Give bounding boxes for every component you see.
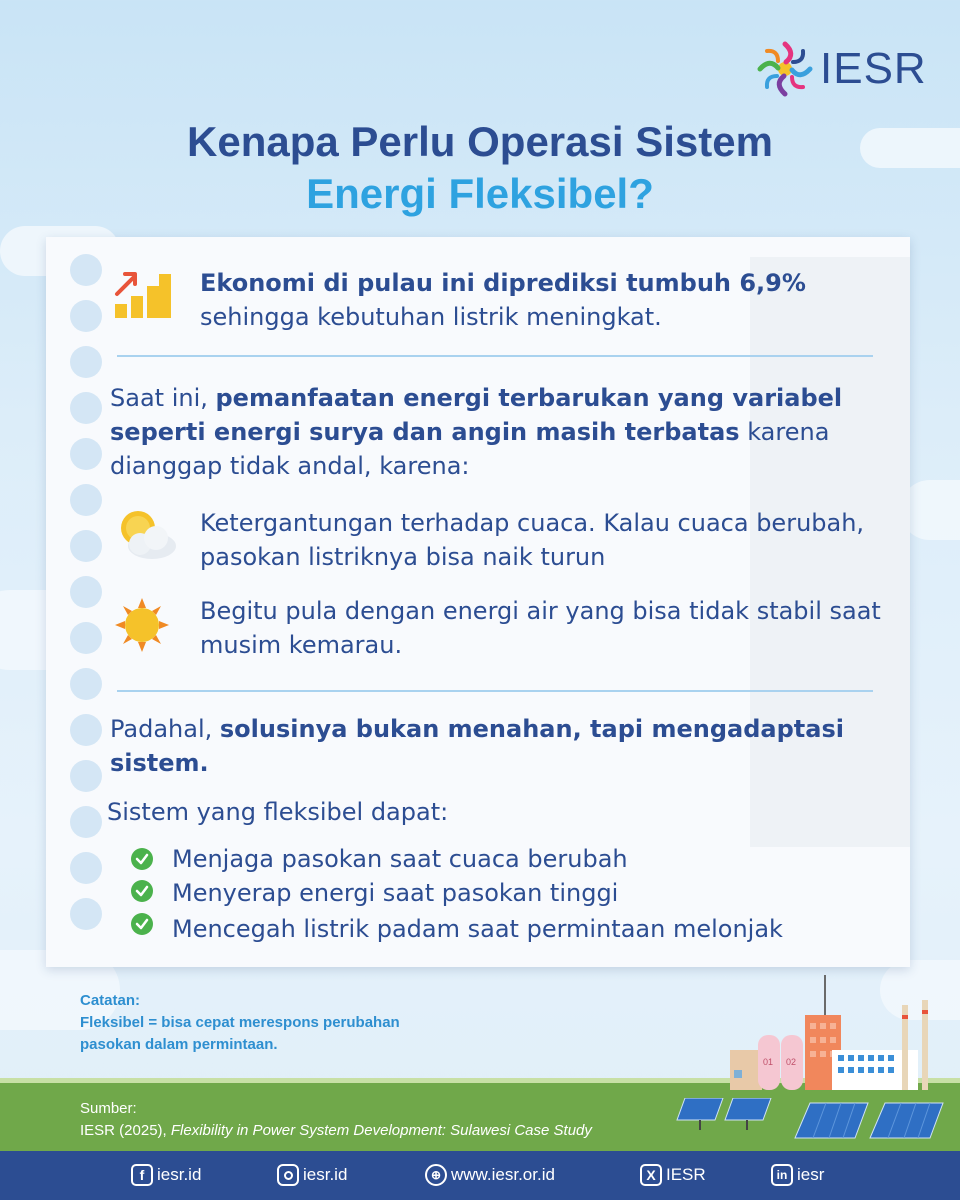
reason-weather-line-1: Ketergantungan terhadap cuaca. Kalau cuaca berubah, <box>200 509 865 537</box>
source-title: Flexibility in Power System Development: Sulawesi Case Study <box>170 1122 592 1139</box>
notebook-hole <box>70 852 102 884</box>
page-title <box>0 116 960 220</box>
growth-chart-icon <box>113 268 173 320</box>
iesr-logo-mark-icon <box>756 40 814 98</box>
notebook-hole <box>70 760 102 792</box>
notebook-hole <box>70 576 102 608</box>
source-prefix: IESR (2025), <box>80 1122 171 1139</box>
notebook-hole <box>70 484 102 516</box>
note-label: Catatan: <box>80 992 141 1009</box>
solution-prefix: Padahal, <box>110 715 220 743</box>
intro-bold-2: seperti energi surya dan angin masih terbatas <box>110 418 740 446</box>
intro-prefix: Saat ini, <box>110 384 216 412</box>
growth-detail: sehingga kebutuhan listrik meningkat. <box>200 303 662 331</box>
growth-bold: Ekonomi di pulau ini diprediksi tumbuh 6,9% <box>200 269 806 297</box>
instagram-link[interactable] <box>277 1164 347 1186</box>
check-icon <box>131 913 153 935</box>
title-line-1: Kenapa Perlu Operasi Sistem <box>187 118 773 165</box>
solar-panels-illustration <box>675 1098 960 1143</box>
notebook-hole <box>70 668 102 700</box>
solution-bold-1: solusinya bukan menahan, tapi mengadaptasi <box>219 715 844 743</box>
divider <box>117 355 873 357</box>
iesr-logo <box>756 38 931 100</box>
notebook-hole <box>70 622 102 654</box>
tank-label-01: 01 <box>763 1057 774 1067</box>
solution-statement <box>110 712 880 780</box>
facebook-handle: iesr.id <box>157 1165 202 1184</box>
intro-bold-1: pemanfaatan energi terbarukan yang variabel <box>215 384 843 412</box>
facebook-icon: f <box>131 1164 153 1186</box>
reason-hydro-line-1: Begitu pula dengan energi air yang bisa tidak stabil saat <box>200 597 881 625</box>
benefit-item: Mencegah listrik padam saat permintaan melonjak <box>172 915 783 943</box>
x-icon: X <box>640 1164 662 1186</box>
source-label: Sumber: <box>80 1100 137 1117</box>
logo-text: IESR <box>820 44 927 93</box>
solution-bold-2: sistem. <box>110 749 209 777</box>
reason-weather-line-2: pasokan listriknya bisa naik turun <box>200 543 606 571</box>
notebook-hole <box>70 346 102 378</box>
title-line-2: Energi Fleksibel? <box>306 170 654 217</box>
tank-label-02: 02 <box>786 1057 797 1067</box>
reason-weather <box>200 506 900 574</box>
linkedin-link[interactable] <box>771 1164 824 1186</box>
instagram-icon <box>277 1164 299 1186</box>
notebook-hole <box>70 300 102 332</box>
notebook-hole <box>70 392 102 424</box>
source-citation <box>80 1120 592 1142</box>
benefit-item: Menyerap energi saat pasokan tinggi <box>172 879 619 907</box>
x-link[interactable] <box>640 1164 706 1186</box>
facebook-link[interactable] <box>131 1164 201 1186</box>
notebook-hole <box>70 714 102 746</box>
instagram-handle: iesr.id <box>303 1165 348 1184</box>
source <box>80 1098 592 1142</box>
notebook-hole <box>70 438 102 470</box>
benefit-item: Menjaga pasokan saat cuaca berubah <box>172 845 628 873</box>
growth-text <box>200 266 880 334</box>
x-handle: IESR <box>666 1165 706 1184</box>
power-plant-illustration <box>720 975 940 1090</box>
website-url: www.iesr.or.id <box>451 1165 555 1184</box>
check-icon <box>131 848 153 870</box>
sun-icon <box>115 598 169 652</box>
notebook-hole <box>70 254 102 286</box>
renewables-intro <box>110 381 880 483</box>
intro-suffix: karena <box>739 418 830 446</box>
reason-hydro <box>200 594 910 662</box>
note-line-2: pasokan dalam permintaan. <box>80 1036 278 1053</box>
check-icon <box>131 880 153 902</box>
divider <box>117 690 873 692</box>
note-line-1: Fleksibel = bisa cepat merespons perubahan <box>80 1014 400 1031</box>
benefits-lead: Sistem yang fleksibel dapat: <box>107 798 449 826</box>
reason-hydro-line-2: musim kemarau. <box>200 631 403 659</box>
website-link[interactable] <box>425 1164 555 1186</box>
notebook-hole <box>70 898 102 930</box>
linkedin-icon: in <box>771 1164 793 1186</box>
intro-line-3: dianggap tidak andal, karena: <box>110 452 470 480</box>
cloud-sun-icon <box>112 506 180 562</box>
notebook-hole <box>70 530 102 562</box>
linkedin-handle: iesr <box>797 1165 825 1184</box>
notebook-hole <box>70 806 102 838</box>
globe-icon: ⊕ <box>425 1164 447 1186</box>
note <box>80 990 400 1056</box>
footer-bar <box>0 1151 960 1200</box>
